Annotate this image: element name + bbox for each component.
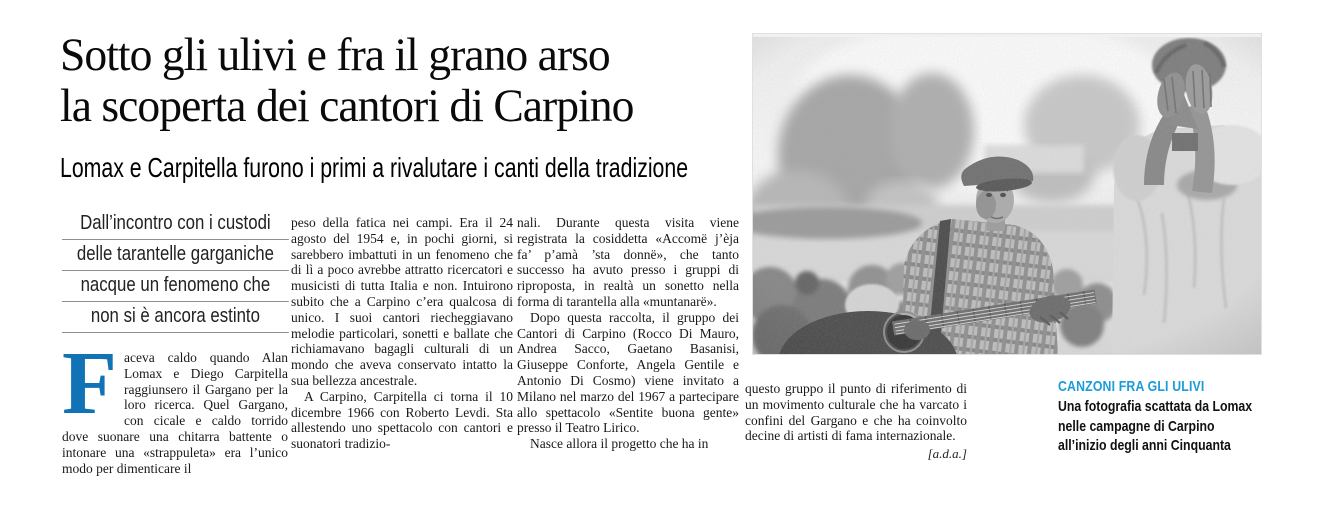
subhead: Lomax e Carpitella furono i primi a rivalutare i canti della tradizione [60, 152, 689, 183]
author-signature: [a.d.a.] [927, 446, 967, 462]
standfirst-line: nacque un fenomeno che [62, 271, 289, 302]
photo-caption [1058, 377, 1304, 456]
paragraph: nali. Durante questa visita viene registrata la cosiddetta «Accomë j’èja fa’ p’amà ’sta donnë», che tanto successo ha avuto presso i gruppi di riproposta, in realtà un sonetto nella forma di tarantella alla «muntanarë». [517, 215, 739, 309]
headline-line2: la scoperta dei cantori di Carpino [60, 80, 634, 132]
headline-line1: Sotto gli ulivi e fra il grano arso [60, 29, 610, 81]
paragraph: questo gruppo il punto di riferimento di un movimento culturale che ha varcato i confini del Gargano e che ha coinvolto decine di artisti di fama internazionale. [745, 381, 967, 444]
caption-line: all’inizio degli anni Cinquanta [1058, 437, 1231, 454]
body-column-4 [745, 381, 967, 462]
paragraph-text: aceva caldo quando Alan Lomax e Diego Carpitella raggiunsero il Gargano per la loro ricerca. Quel Gargano, con cicale e caldo torrido dove suonare una chitarra battente o intonare una «strappuleta» era l’unico modo per dimenticare il [62, 350, 288, 476]
headline [60, 30, 633, 132]
paragraph: Nasce allora il progetto che ha in [530, 436, 709, 452]
body-column-1 [62, 334, 288, 476]
article-photo [752, 33, 1262, 355]
caption-line: Una fotografia scattata da Lomax [1058, 398, 1253, 415]
drop-cap: F [62, 334, 117, 433]
paragraph: A Carpino, Carpitella ci torna il 10 dicembre 1966 con Roberto Levdi. Sta allestendo uno spettacolo con cantori e suonatori tradizio- [291, 388, 513, 452]
standfirst-line: Dall’incontro con i custodi [62, 209, 289, 240]
photo-illustration [752, 33, 1262, 355]
standfirst-line: non si è ancora estinto [62, 302, 289, 333]
caption-line: nelle campagne di Carpino [1058, 417, 1215, 435]
caption-kicker: CANZONI FRA GLI ULIVI [1058, 378, 1205, 395]
paragraph: peso della fatica nei campi. Era il 24 agosto del 1954 e, in pochi giorni, si sarebbero imbattuti in un fenomeno che di lì a poco avrebbe attratto ricercatori e musicisti di tutta Italia e non. Intuirono subito che a Carpino c’era qualcosa di unico. I suoi cantori riecheggiavano melodie particolari, sonetti e ballate che richiamavano bagagli culturali di un mondo che aveva conservato intatto la sua bellezza ancestrale. [291, 215, 513, 388]
standfirst-line: delle tarantelle garganiche [62, 240, 289, 271]
body-column-3 [517, 215, 739, 452]
paragraph [62, 334, 288, 476]
standfirst [62, 209, 289, 333]
body-column-2 [291, 215, 513, 452]
paragraph: Dopo questa raccolta, il gruppo dei Cantori di Carpino (Rocco Di Mauro, Andrea Sacco, Gaetano Basanisi, Giuseppe Conforte, Angela Gentile e Antonio Di Cosmo) viene invitato a Milano nel marzo del 1967 a partecipare allo spettacolo «Sentite buona gente» presso il Teatro Lirico. [517, 309, 739, 436]
